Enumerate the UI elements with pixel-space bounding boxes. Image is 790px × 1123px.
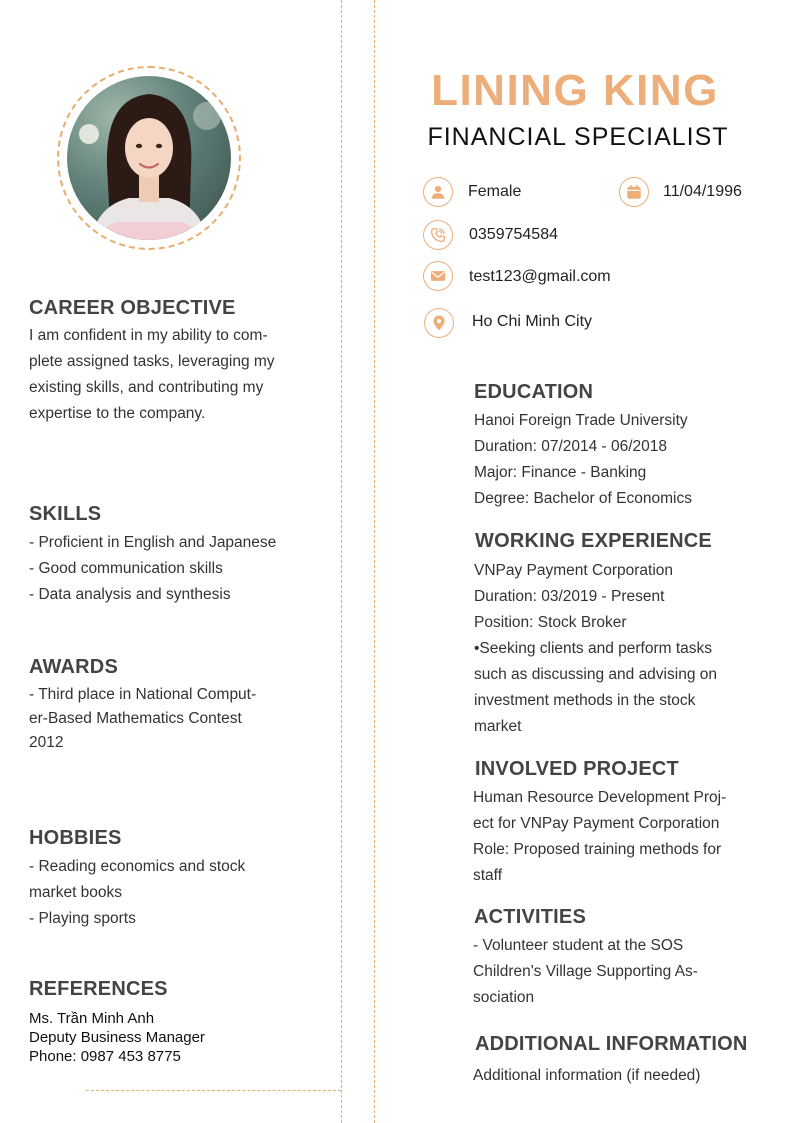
references-heading: REFERENCES: [29, 978, 168, 1000]
education-line: Degree: Bachelor of Economics: [474, 490, 692, 507]
awards-line: - Third place in National Comput-: [29, 686, 257, 703]
activities-line: Children's Village Supporting As-: [473, 963, 698, 980]
project-line: Human Resource Development Proj-: [473, 789, 727, 806]
avatar: [67, 76, 231, 240]
education-heading: EDUCATION: [474, 381, 594, 403]
experience-line: •Seeking clients and perform tasks: [474, 640, 713, 657]
experience-line: such as discussing and advising on: [474, 666, 717, 683]
phone-icon: [423, 220, 453, 250]
experience-line: VNPay Payment Corporation: [474, 562, 674, 579]
project-line: staff: [473, 867, 503, 884]
email-icon: [423, 261, 453, 291]
birthdate-value: 11/04/1996: [663, 183, 742, 200]
skills-item: - Data analysis and synthesis: [29, 586, 231, 603]
career-objective-line: I am confident in my ability to com-: [29, 327, 268, 344]
project-line: ect for VNPay Payment Corporation: [473, 815, 720, 832]
skills-item: - Proficient in English and Japanese: [29, 534, 277, 551]
experience-line: Position: Stock Broker: [474, 614, 627, 631]
activities-line: sociation: [473, 989, 535, 1006]
left-dashed-divider: [341, 0, 342, 1123]
hobbies-line: - Reading economics and stock: [29, 858, 246, 875]
career-objective-heading: CAREER OBJECTIVE: [29, 297, 236, 319]
hobbies-line: - Playing sports: [29, 910, 136, 927]
awards-line: er-Based Mathematics Contest: [29, 710, 242, 727]
person-name: LINING KING: [431, 66, 719, 115]
working-experience-heading: WORKING EXPERIENCE: [475, 530, 712, 552]
email-value: test123@gmail.com: [469, 268, 611, 285]
avatar-frame: [57, 66, 241, 250]
gender-value: Female: [468, 183, 522, 200]
calendar-icon: [619, 177, 649, 207]
experience-line: Duration: 03/2019 - Present: [474, 588, 665, 605]
involved-project-heading: INVOLVED PROJECT: [475, 758, 679, 780]
phone-value: 0359754584: [469, 226, 558, 243]
career-objective-line: expertise to the company.: [29, 405, 206, 422]
career-objective-line: plete assigned tasks, leveraging my: [29, 353, 275, 370]
experience-line: investment methods in the stock: [474, 692, 696, 709]
hobbies-heading: HOBBIES: [29, 827, 122, 849]
reference-phone: Phone: 0987 453 8775: [29, 1048, 181, 1065]
right-dashed-divider: [374, 0, 375, 1123]
additional-information-line: Additional information (if needed): [473, 1067, 701, 1084]
hobbies-line: market books: [29, 884, 123, 901]
skills-heading: SKILLS: [29, 503, 102, 525]
reference-name: Ms. Trần Minh Anh: [29, 1010, 155, 1027]
person-icon: [423, 177, 453, 207]
awards-line: 2012: [29, 734, 64, 751]
activities-heading: ACTIVITIES: [474, 906, 587, 928]
education-line: Duration: 07/2014 - 06/2018: [474, 438, 668, 455]
location-value: Ho Chi Minh City: [472, 313, 593, 330]
reference-position: Deputy Business Manager: [29, 1029, 205, 1046]
education-line: Major: Finance - Banking: [474, 464, 647, 481]
job-title: FINANCIAL SPECIALIST: [427, 123, 729, 151]
additional-information-heading: ADDITIONAL INFORMATION: [475, 1033, 748, 1055]
skills-item: - Good communication skills: [29, 560, 223, 577]
bottom-dashed-divider: [86, 1090, 341, 1091]
location-pin-icon: [424, 308, 454, 338]
activities-line: - Volunteer student at the SOS: [473, 937, 684, 954]
education-line: Hanoi Foreign Trade University: [474, 412, 688, 429]
career-objective-line: existing skills, and contributing my: [29, 379, 264, 396]
project-line: Role: Proposed training methods for: [473, 841, 722, 858]
awards-heading: AWARDS: [29, 656, 118, 678]
experience-line: market: [474, 718, 522, 735]
